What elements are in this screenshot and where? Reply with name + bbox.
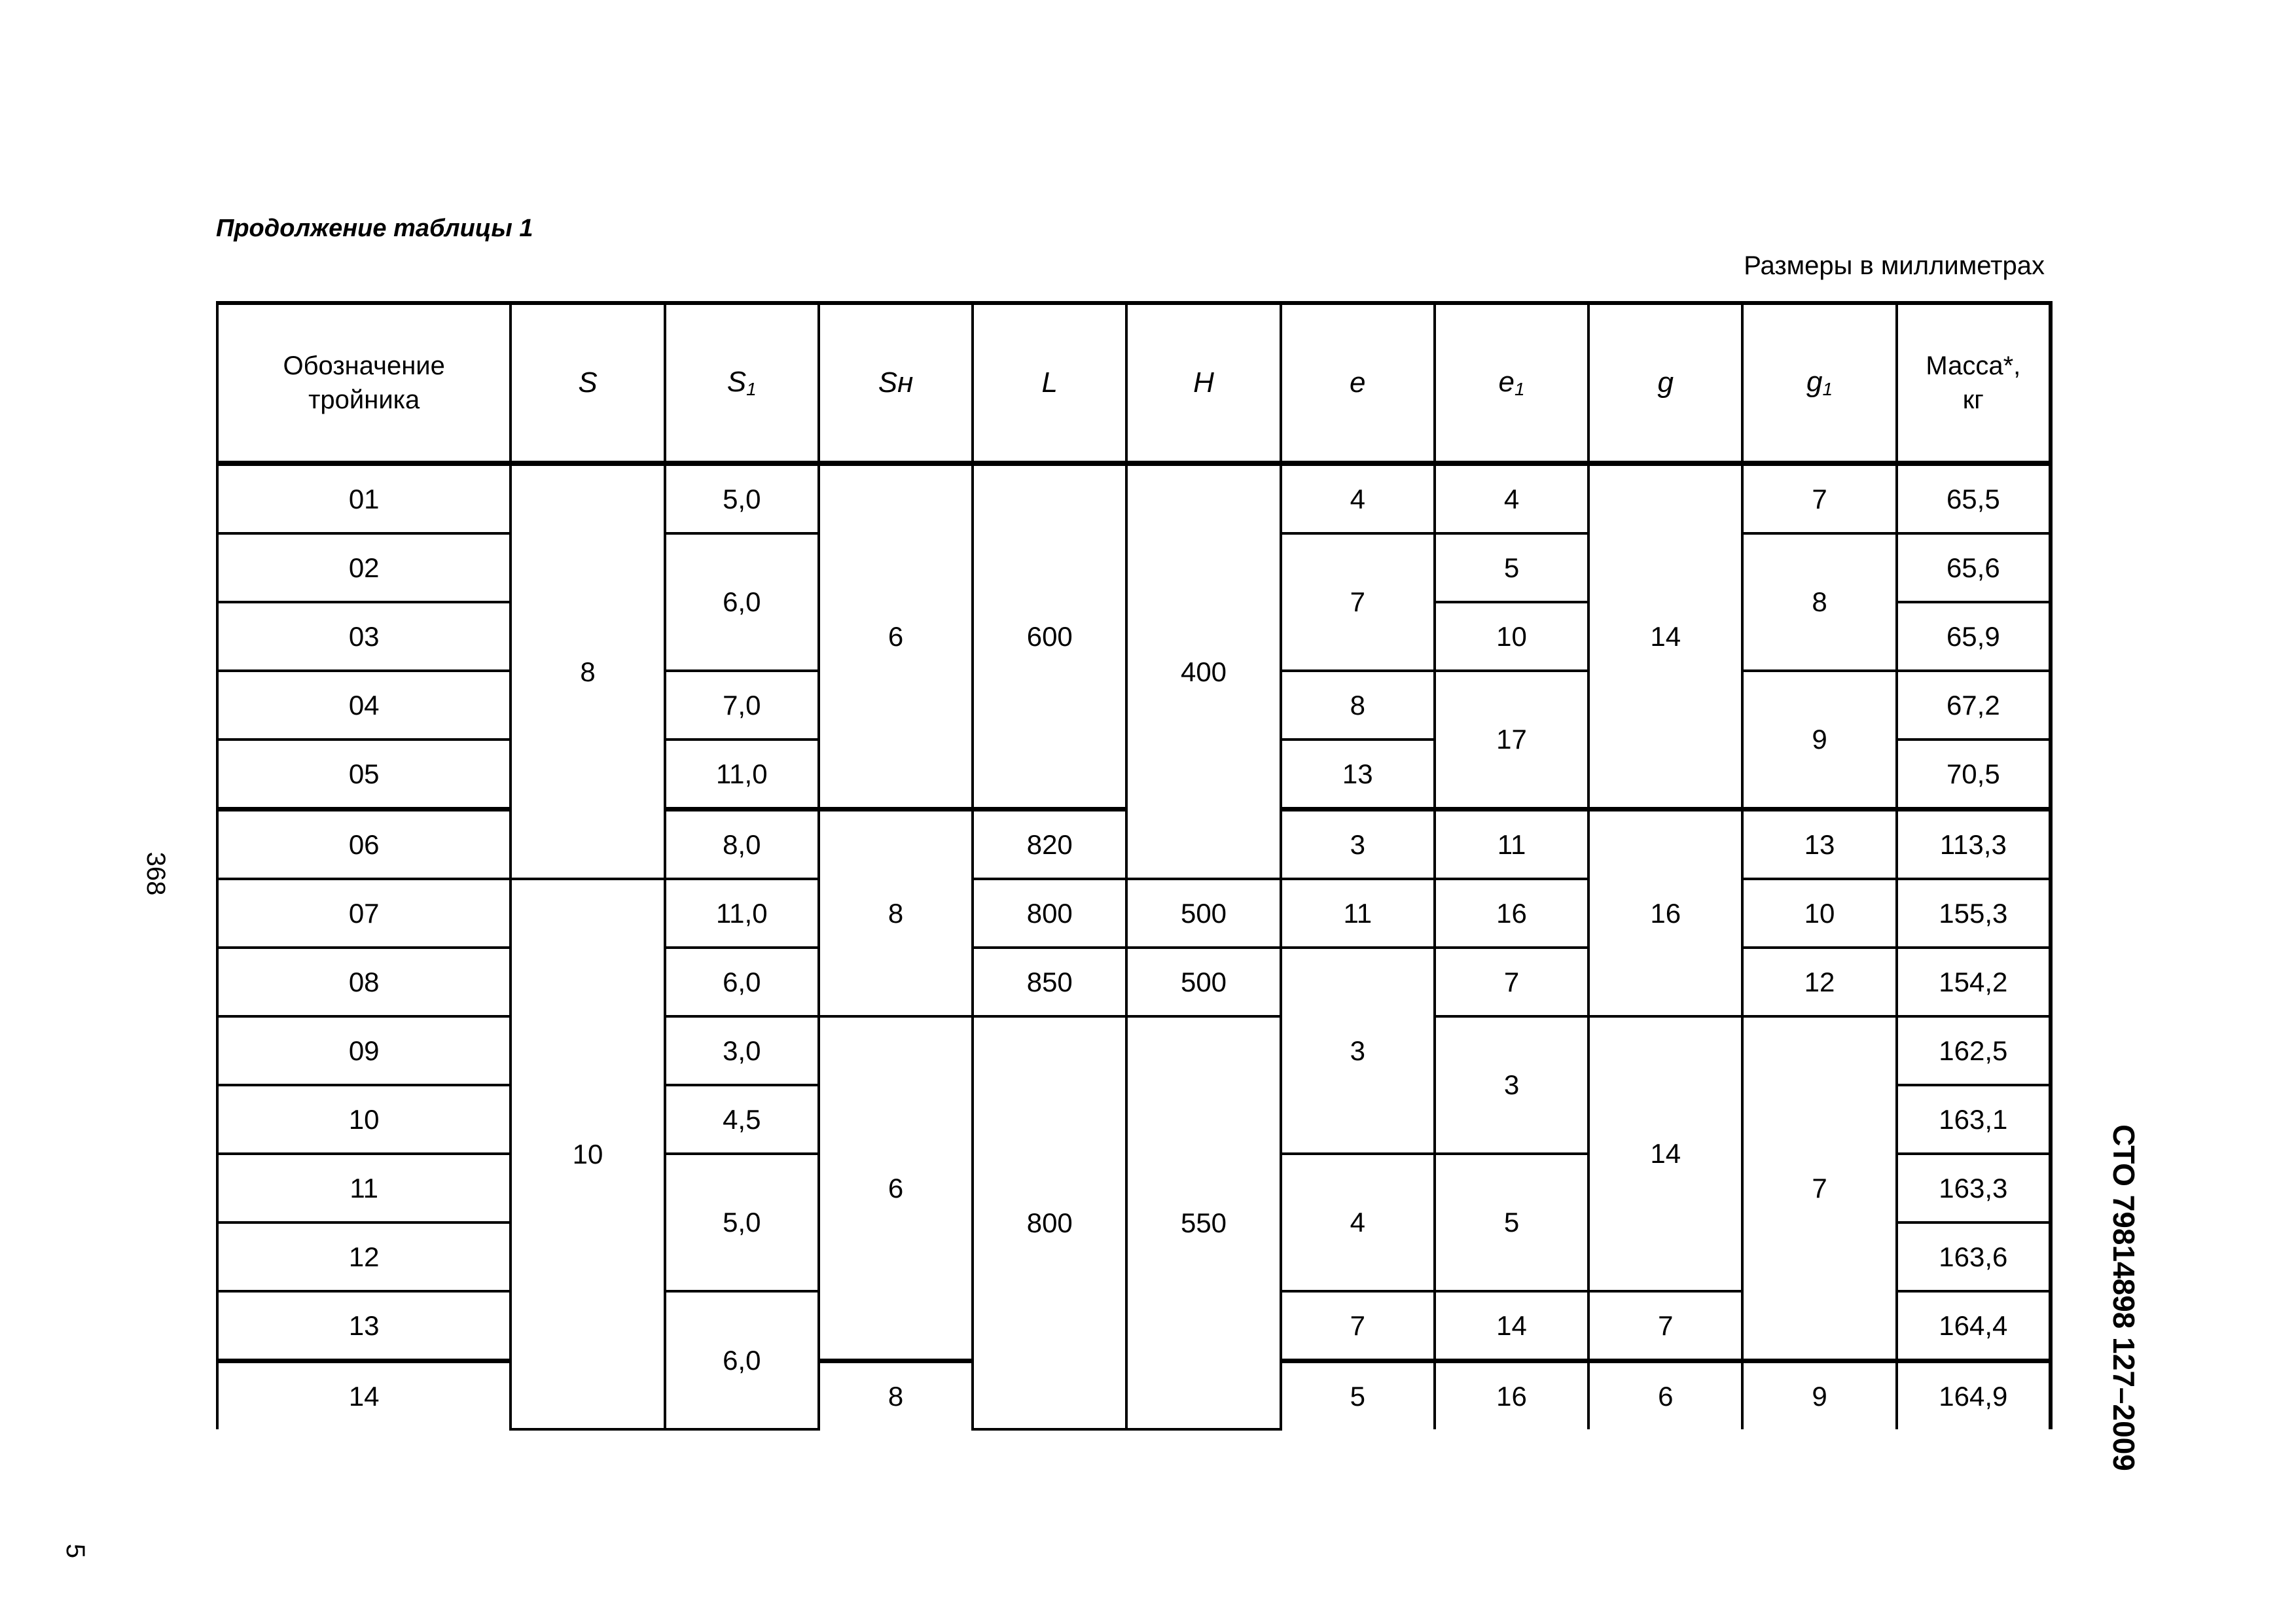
table-row: [217, 948, 2051, 1016]
cell-designation: 02: [217, 533, 511, 602]
cell-e1: 5: [1435, 533, 1588, 602]
cell-s1: 11,0: [665, 879, 819, 948]
header-s: S: [511, 303, 664, 463]
cell-e1: 14: [1435, 1291, 1588, 1361]
tee-dimensions-table: [216, 301, 2053, 1431]
cell-e: 4: [1281, 1154, 1435, 1291]
header-g: g: [1588, 303, 1742, 463]
cell-l: 800: [973, 879, 1126, 948]
cell-designation: 11: [217, 1154, 511, 1222]
cell-h: 550: [1126, 1016, 1280, 1429]
cell-g1: 9: [1742, 1361, 1896, 1430]
cell-designation: 08: [217, 948, 511, 1016]
cell-mass: 155,3: [1897, 879, 2051, 948]
cell-sn: 6: [819, 463, 973, 810]
cell-g: 14: [1588, 463, 1742, 810]
cell-e: 13: [1281, 740, 1435, 810]
cell-l: 850: [973, 948, 1126, 1016]
cell-sn: 8: [819, 810, 973, 1017]
table-row: [217, 463, 2051, 533]
header-s1: [665, 303, 819, 463]
cell-l: 600: [973, 463, 1126, 810]
cell-mass: 67,2: [1897, 671, 2051, 740]
cell-h: 500: [1126, 879, 1280, 948]
cell-e: 4: [1281, 463, 1435, 533]
header-s1-base: S: [726, 366, 747, 398]
cell-s1: 7,0: [665, 671, 819, 740]
cell-e1: 5: [1435, 1154, 1588, 1291]
cell-h: 400: [1126, 463, 1280, 879]
cell-s1: 6,0: [665, 533, 819, 671]
cell-mass: 164,4: [1897, 1291, 2051, 1361]
cell-designation: 04: [217, 671, 511, 740]
cell-s1: 6,0: [665, 1291, 819, 1429]
cell-mass: 113,3: [1897, 810, 2051, 880]
cell-designation: 09: [217, 1016, 511, 1085]
table-row: [217, 879, 2051, 948]
cell-designation: 01: [217, 463, 511, 533]
cell-g: 14: [1588, 1016, 1742, 1291]
cell-mass: 65,9: [1897, 602, 2051, 671]
cell-e1: 11: [1435, 810, 1588, 880]
header-h: H: [1126, 303, 1280, 463]
cell-e1: 10: [1435, 602, 1588, 671]
cell-designation: 07: [217, 879, 511, 948]
cell-g: 16: [1588, 810, 1742, 1017]
cell-designation: 14: [217, 1361, 511, 1430]
table-row: [217, 1016, 2051, 1085]
cell-e1: 16: [1435, 1361, 1588, 1430]
cell-s1: 4,5: [665, 1085, 819, 1154]
cell-e: 11: [1281, 879, 1435, 948]
cell-designation: 10: [217, 1085, 511, 1154]
cell-e: 8: [1281, 671, 1435, 740]
cell-s1: 3,0: [665, 1016, 819, 1085]
cell-designation: 12: [217, 1222, 511, 1291]
cell-g1: 7: [1742, 1016, 1896, 1361]
cell-s1: 11,0: [665, 740, 819, 810]
cell-g: 7: [1588, 1291, 1742, 1361]
header-l: L: [973, 303, 1126, 463]
cell-designation: 05: [217, 740, 511, 810]
units-note: Размеры в миллиметрах: [1744, 251, 2045, 280]
cell-g1: 8: [1742, 533, 1896, 671]
cell-designation: 03: [217, 602, 511, 671]
cell-e1: 16: [1435, 879, 1588, 948]
cell-g: 6: [1588, 1361, 1742, 1430]
cell-g1: 12: [1742, 948, 1896, 1016]
cell-e1: 4: [1435, 463, 1588, 533]
cell-e: 7: [1281, 1291, 1435, 1361]
header-e1: [1435, 303, 1588, 463]
header-g1: [1742, 303, 1896, 463]
header-s1-sub: 1: [746, 379, 757, 399]
cell-s1: 6,0: [665, 948, 819, 1016]
header-e1-base: e: [1498, 366, 1515, 398]
cell-mass: 65,5: [1897, 463, 2051, 533]
cell-l: 820: [973, 810, 1126, 880]
cell-mass: 163,1: [1897, 1085, 2051, 1154]
cell-mass: 163,6: [1897, 1222, 2051, 1291]
cell-mass: 154,2: [1897, 948, 2051, 1016]
cell-mass: 164,9: [1897, 1361, 2051, 1430]
cell-e1: 3: [1435, 1016, 1588, 1154]
cell-h: 500: [1126, 948, 1280, 1016]
cell-e: 3: [1281, 948, 1435, 1154]
cell-e: 7: [1281, 533, 1435, 671]
header-mass: Масса*, кг: [1897, 303, 2051, 463]
header-designation: Обозначение тройника: [217, 303, 511, 463]
cell-designation: 06: [217, 810, 511, 880]
cell-mass: 163,3: [1897, 1154, 2051, 1222]
cell-l: 800: [973, 1016, 1126, 1429]
page-number-side: 368: [141, 851, 171, 896]
header-e1-sub: 1: [1514, 379, 1525, 399]
cell-mass: 65,6: [1897, 533, 2051, 602]
cell-s1: 8,0: [665, 810, 819, 880]
cell-s1: 5,0: [665, 1154, 819, 1291]
cell-e1: 17: [1435, 671, 1588, 810]
table-caption: Продолжение таблицы 1: [216, 215, 533, 242]
header-g1-base: g: [1806, 366, 1823, 398]
cell-e: 5: [1281, 1361, 1435, 1430]
cell-sn: 6: [819, 1016, 973, 1361]
header-sn: Sн: [819, 303, 973, 463]
cell-s: 10: [511, 879, 664, 1429]
cell-mass: 70,5: [1897, 740, 2051, 810]
header-e: e: [1281, 303, 1435, 463]
cell-g1: 7: [1742, 463, 1896, 533]
cell-s1: 5,0: [665, 463, 819, 533]
header-row: [217, 303, 2051, 463]
cell-g1: 13: [1742, 810, 1896, 880]
cell-e: 3: [1281, 810, 1435, 880]
cell-g1: 10: [1742, 879, 1896, 948]
cell-mass: 162,5: [1897, 1016, 2051, 1085]
cell-s: 8: [511, 463, 664, 879]
cell-e1: 7: [1435, 948, 1588, 1016]
cell-sn: 8: [819, 1361, 973, 1430]
header-g1-sub: 1: [1822, 379, 1833, 399]
cell-designation: 13: [217, 1291, 511, 1361]
cell-g1: 9: [1742, 671, 1896, 810]
page-number-bottom: 5: [61, 1543, 90, 1559]
standard-code: СТО 79814898 127–2009: [2107, 1124, 2141, 1471]
